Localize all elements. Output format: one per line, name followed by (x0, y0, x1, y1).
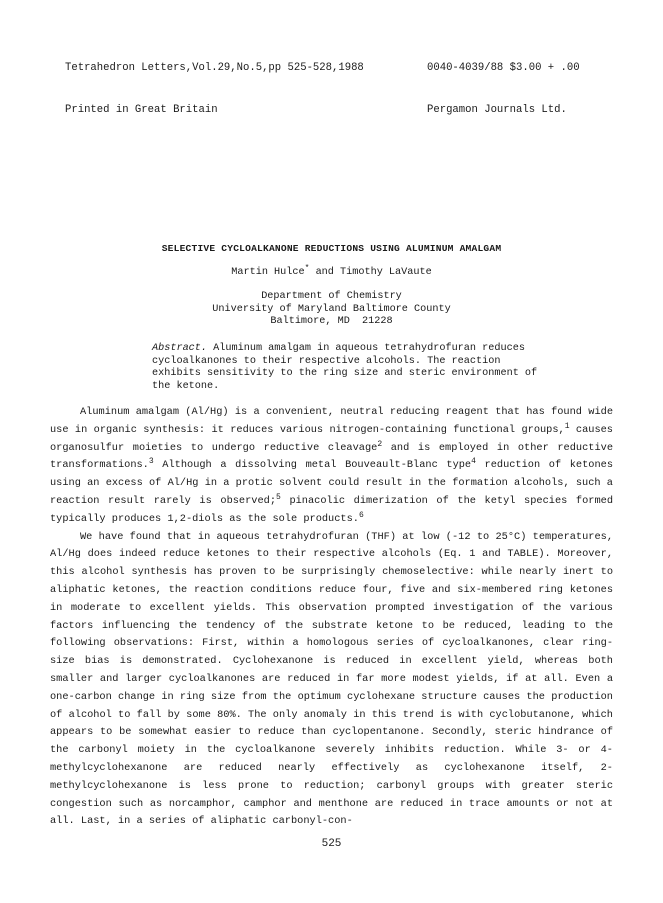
address: Baltimore, MD 21228 (270, 316, 393, 327)
page-number: 525 (321, 838, 342, 850)
text-run: pinacolic dimerization of the ketyl species formed typically produces 1,2-diols as the sole products. (50, 494, 613, 525)
department: Department of Chemistry (261, 291, 402, 302)
text-run: reduction of ketones using an excess of Al/Hg in a protic solvent could result in the formation alcohols, such a reaction result rarely is observed; (50, 459, 614, 507)
author-name-rest: and Timothy LaVaute (309, 267, 432, 278)
reference-mark: 2 (377, 439, 383, 449)
abstract-label: Abstract. (152, 343, 208, 354)
paragraph-1 (50, 404, 613, 529)
text-run: causes organosulfur moieties to undergo reductive cleavage (50, 423, 613, 454)
author-name: Martin Hulce (231, 267, 305, 278)
abstract-text: Aluminum amalgam in aqueous tetrahydrofuran reduces cycloalkanones to their respective alcohols. The reaction exhibits sensitivity to the ring size and steric environment of the ketone. (152, 343, 538, 392)
citation-line: Tetrahedron Letters,Vol.29,No.5,pp 525-528,1988 (65, 62, 364, 74)
text-run: and is employed in other reductive transformations. (50, 441, 613, 472)
reference-mark: 5 (276, 492, 281, 502)
reference-mark: 3 (148, 457, 154, 467)
publisher-name: Pergamon Journals Ltd. (427, 104, 567, 116)
text-run: Aluminum amalgam (Al/Hg) is a convenient, neutral reducing reagent that has found wide use in organic synthesis: it reduces various nitrogen-containing functional groups, (50, 406, 613, 436)
corresponding-mark: * (304, 264, 310, 273)
paper-title: SELECTIVE CYCLOALKANONE REDUCTIONS USING ALUMINUM AMALGAM (161, 243, 502, 254)
printed-in-line: Printed in Great Britain (65, 104, 218, 116)
text-run: Although a dissolving metal Bouveault-Blanc type (153, 459, 472, 472)
affiliation (0, 291, 663, 329)
publisher-info (427, 33, 580, 131)
journal-citation (65, 33, 364, 131)
reference-mark: 6 (358, 510, 364, 520)
author-line (0, 264, 663, 278)
paragraph-2: We have found that in aqueous tetrahydrofuran (THF) at low (-12 to 25°C) temperatures, Al/Hg does indeed reduce ketones to their respective alcohols (Eq. 1 and TABLE). Moreover, this alcohol synthesis has proven to be surprisingly chemoselective: while nearly inert to aliphatic ketones, the reaction conditions reduce four, five and six-membered ring ketones in moderate to excellent yields. This observation prompted investigation of the various factors influencing the tendency of the substrate ketone to be reduced, leading to the following observations: First, within a homologous series of cycloalkanones, clear ring-size bias is demonstrated. Cyclohexanone is reduced in excellent yield, whereas both smaller and larger cycloalkanones are reduced in far more modest yields, if at all. Even a one-carbon change in ring size from the optimum cyclohexane structure causes the production of alcohol to fall by some 80%. The only anomaly in this trend is with cyclobutanone, which appears to be somewhat easier to reduce than cyclopentanone. Secondly, steric hindrance of the carbonyl moiety in the cycloalkanone severely inhibits reduction. While 3- or 4-methylcyclohexanone are reduced nearly effectively as cyclohexanone itself, 2-methylcyclohexanone is less prone to reduction; carbonyl groups with greater steric congestion such as norcamphor, camphor and menthone are reduced in trace amounts or not at all. Last, in a series of aliphatic carbonyl-con- (50, 530, 613, 828)
body-text (50, 404, 613, 831)
university: University of Maryland Baltimore County (212, 303, 451, 315)
abstract (152, 343, 550, 393)
price-code: 0040-4039/88 $3.00 + .00 (427, 62, 580, 74)
reference-mark: 1 (564, 421, 570, 431)
reference-mark: 4 (471, 457, 476, 467)
